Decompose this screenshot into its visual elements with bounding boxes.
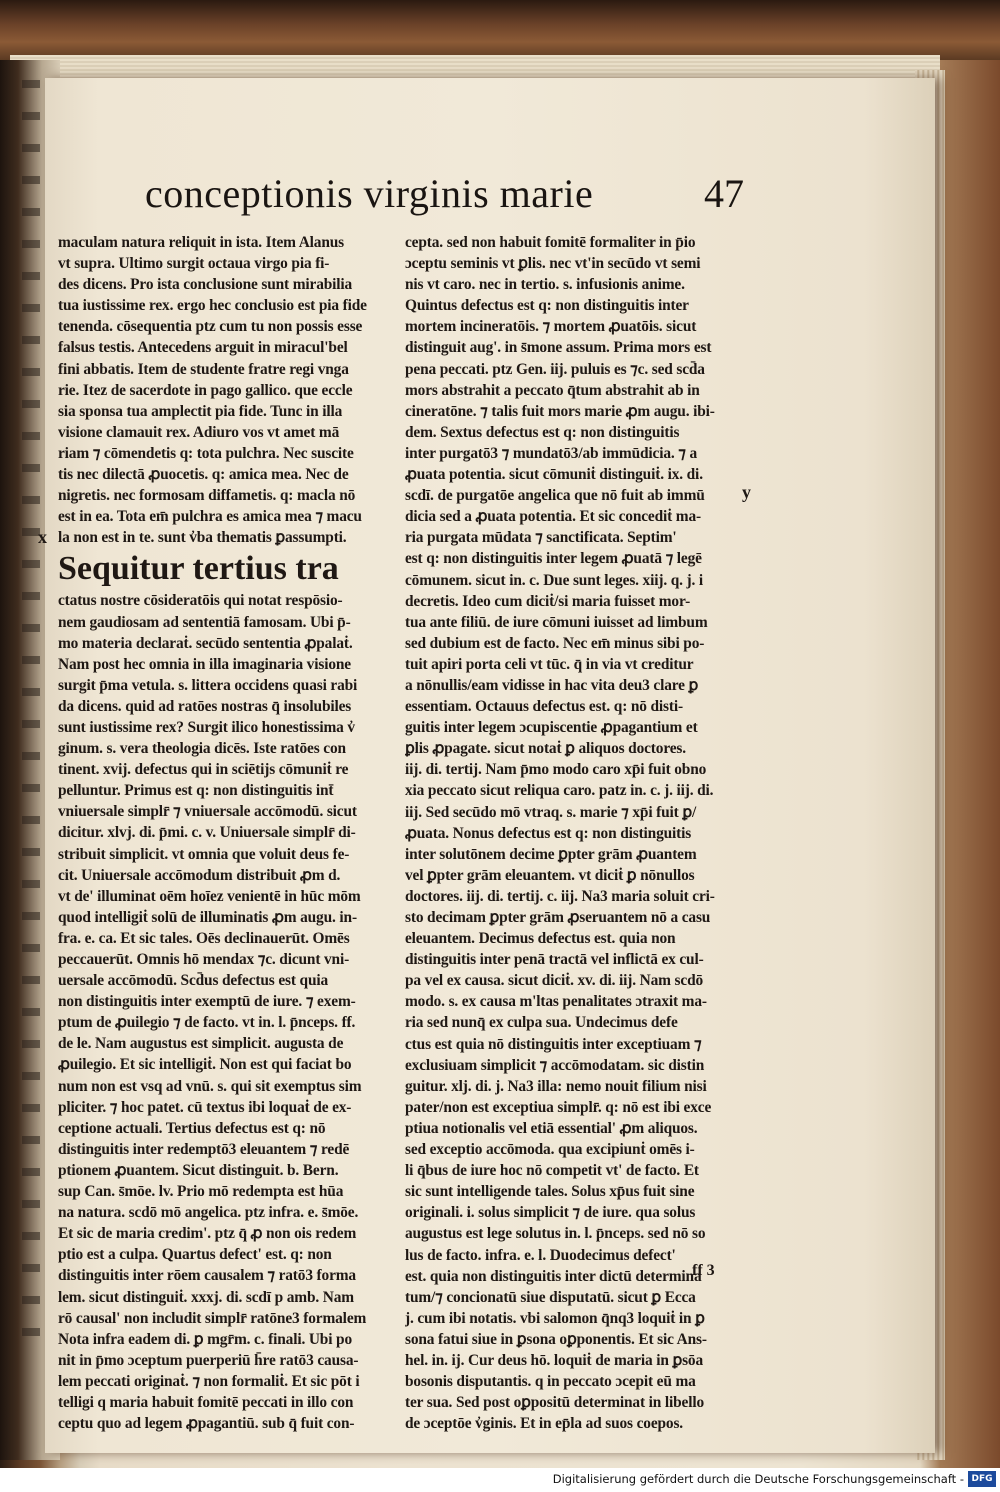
text-line: visione clamauit rex. Adiuro vos vt amet mā — [58, 423, 340, 441]
text-line: ptum de ꝓuilegio ⁊ de facto. vt in. l. p̄nceps. ff. — [58, 1014, 356, 1032]
text-line: fini abbatis. Item de studente fratre regi vnga — [58, 360, 349, 378]
text-line: Nam post hec omnia in illa imaginaria visione — [58, 655, 351, 673]
text-line: vniuersale simplr̄ ⁊ vniuersale accōmodū. sicut — [58, 803, 357, 821]
text-line: inter purgatō3 ⁊ mundatō3/ab immūdicia. ⁊ a — [405, 444, 698, 462]
text-line: non distinguitis inter exemptū de iure. ⁊ exem- — [58, 993, 356, 1011]
margin-mark-right: y — [742, 482, 751, 502]
text-line: exclusiuam simplicit ⁊ accōmodatam. sic distin — [405, 1056, 705, 1074]
text-line: ceptu quo ad legem ꝓpagantiū. sub q̄ fuit con- — [58, 1415, 355, 1433]
text-line: est q: non distinguitis inter legem ꝓuatā ⁊ legē — [405, 550, 702, 568]
text-line: bosonis disputantis. q in peccato ɔcepit eū ma — [405, 1373, 696, 1391]
text-line: tis nec dilectā ꝓuocetis. q: amica mea. Nec de — [58, 466, 349, 484]
text-column-right — [405, 232, 745, 1434]
text-line: guitur. xlj. di. j. Na3 illa: nemo nouit filium nisi — [405, 1077, 707, 1095]
text-line: ginum. s. vera theologia dicēs. Iste ratōes con — [58, 740, 346, 758]
text-line: vt supra. Ultimo surgit octaua virgo pia fi- — [58, 255, 330, 273]
text-line: ceptione actuali. Tertius defectus est q: nō — [58, 1119, 326, 1137]
funding-notice: Digitalisierung gefördert durch die Deutsche Forschungsgemeinschaft - — [552, 1472, 964, 1486]
text-line: nis vt caro. nec in tertio. s. infusionis anime. — [405, 276, 685, 294]
text-line: sed exceptio accōmoda. qua excipiunṫ omēs i- — [405, 1141, 695, 1159]
text-line: de ɔceptōe v̓ginis. Et in ep̄la ad suos coepos. — [405, 1415, 683, 1433]
book-top-edge — [0, 0, 1000, 60]
text-line: cit. Uniuersale accōmodum distribuit ꝓm d. — [58, 866, 341, 884]
text-line: sed dubium est de facto. Nec em̄ minus sibi po- — [405, 634, 705, 652]
text-line: riam ⁊ cōmendetis q: tota pulchra. Nec suscite — [58, 444, 354, 462]
text-line: nigretis. nec formosam diffametis. q: macla nō — [58, 487, 356, 505]
text-line: inter solutōnem decime ꝑpter grām ꝓuantem — [405, 845, 697, 863]
text-line: lem. sicut distinguiṫ. xxxj. di. scdī p amb. Nam — [58, 1288, 354, 1306]
text-line: cepta. sed non habuit fomitē formaliter in p̄io — [405, 234, 696, 251]
text-line: Sequitur tertius tra — [58, 550, 339, 588]
text-line: la non est in te. sunt v̓ba thematis ꝑassumpti. — [58, 529, 347, 547]
text-line: de le. Nam augustus est simplicit. augusta de — [58, 1035, 344, 1053]
text-line: mors abstrahit a peccato q̄tum abstrahit ab in — [405, 381, 700, 399]
text-line: augustus est lege solutus in. l. p̄nceps. sed nō so — [405, 1225, 706, 1243]
text-line: peccauerūt. Omnis hō mendax ⁊c. dicunt vni- — [58, 951, 350, 968]
text-line: li q̄bus de iure hoc nō competit vt' de facto. Et — [405, 1162, 699, 1180]
text-line: tua ante filiū. de iure cōmuni iuisset ad limbum — [405, 613, 708, 631]
text-line: da dicens. quid ad ratōes nostras q̄ insolubiles — [58, 697, 352, 715]
text-line: ter sua. Sed post oꝑpositū determinat in libello — [405, 1394, 705, 1412]
text-line: Quintus defectus est q: non distinguitis inter — [405, 297, 689, 315]
text-line: doctores. iij. di. tertij. c. iij. Na3 maria soluit cri- — [405, 887, 715, 905]
text-line: ria purgata mūdata ⁊ sanctificata. Septim' — [405, 529, 677, 547]
text-line: j. cum ibi notatis. vbi salomon q̄nq3 loquiṫ in ꝑ — [405, 1309, 705, 1327]
text-line: mortem incineratōis. ⁊ mortem ꝓuatōis. sicut — [405, 318, 697, 336]
text-line: Et sic de maria credim'. ptz q̄ ꝓ non ois redem — [58, 1225, 357, 1243]
text-line: mo materia declaraṫ. secūdo sententia ꝓpalaṫ. — [58, 634, 353, 652]
text-line: na natura. scdō mō angelica. ptz infra. e. s̄mōe. — [58, 1204, 359, 1222]
left-page-text-fragments — [0, 80, 50, 1380]
text-line: telligi q maria habuit fomitē peccati in illo con — [58, 1393, 354, 1411]
running-title: conceptionis virginis marie — [145, 171, 594, 216]
text-line: essentiam. Octauus defectus est. q: nō disti- — [405, 698, 683, 716]
text-line: nit in p̄mo ɔceptum puerperiū h̄re ratō3 causa- — [58, 1351, 359, 1369]
text-line: fra. e. ca. Et sic tales. Oēs declinauerūt. Omēs — [58, 929, 350, 947]
text-line: nem gaudiosam ad sententiā famosam. Ubi p̄- — [58, 613, 351, 631]
text-line: distinguitis inter rōem causalem ⁊ ratō3 forma — [58, 1267, 356, 1285]
text-line: sia sponsa tua amplectit pia fide. Tunc in illa — [58, 402, 343, 420]
text-line: sona fatui siue in ꝑsona oꝑponentis. Et sic Ans- — [405, 1330, 707, 1348]
text-line: iij. Sed secūdo mō vtraq. s. marie ⁊ xp̄i fuit ꝑ/ — [405, 803, 697, 821]
text-line: ɔceptu seminis vt ꝑlis. nec vt'in secūdo vt semi — [405, 255, 701, 273]
margin-mark-left: x — [38, 527, 47, 547]
text-line: maculam natura reliquit in ista. Item Alanus — [58, 234, 344, 251]
text-line: iij. di. tertij. Nam p̄mo modo caro xp̄i fuit obno — [405, 761, 707, 779]
text-line: pa vel ex causa. sicut diciṫ. xv. di. iij. Nam scdō — [405, 972, 704, 990]
footer-bar — [0, 1468, 1000, 1492]
text-line: ptio est a culpa. Quartus defect' est. q: non — [58, 1246, 332, 1264]
text-line: quod intelligiṫ solū de illuminatis ꝓm augu. in- — [58, 908, 357, 926]
text-line: lus de facto. infra. e. l. Duodecimus defect' — [405, 1246, 676, 1264]
text-line: ria sed nunq̄ ex culpa sua. Undecimus defe — [405, 1014, 678, 1032]
text-line: scdī. de purgatōe angelica que nō fuit ab immū — [405, 487, 705, 505]
text-line: eleuantem. Decimus defectus est. quia non — [405, 930, 676, 948]
text-line: distinguitis inter penā tractā vel inflictā ex cul- — [405, 951, 704, 969]
text-line: ptionem ꝓuantem. Sicut distinguit. b. Bern. — [58, 1161, 339, 1179]
text-line: sto decimam ꝑpter grām ꝓseruantem nō a casu — [405, 909, 711, 926]
text-line: pliciter. ⁊ hoc patet. cū textus ibi loquaṫ de ex- — [58, 1098, 352, 1116]
text-line: tua iustissime rex. ergo hec conclusio est pia fide — [58, 297, 367, 315]
text-line: guitis inter legem ɔcupiscentie ꝓpagantium et — [405, 719, 698, 737]
text-line: num non est vsq ad vnū. s. qui sit exemptus sim — [58, 1077, 362, 1095]
page-number: 47 — [704, 171, 744, 216]
text-line: ctatus nostre cōsideratōis qui notat respōsio- — [58, 592, 343, 610]
text-line: sic sunt intelligende tales. Solus xp̄us fuit sine — [405, 1183, 695, 1201]
text-line: cōmunem. sicut in. c. Due sunt leges. xiij. q. j. i — [405, 571, 704, 589]
text-line: ctus est quia nō distinguitis inter exceptiuam ⁊ — [405, 1035, 702, 1053]
text-line: pena peccati. ptz Gen. iij. puluis es ⁊c. sed scd̄a — [405, 360, 705, 378]
text-line: pater/non est exceptiua simplr̄. q: nō est ibi exce — [405, 1098, 712, 1116]
text-line: tum/⁊ concionatū siue disputatū. sicut ꝑ Ecca — [405, 1288, 696, 1306]
text-line: dem. Sextus defectus est q: non distinguitis — [405, 423, 680, 441]
text-line: est in ea. Tota em̄ pulchra es amica mea ⁊ macu — [58, 508, 362, 526]
text-line: ptiua notionalis vel etiā essential' ꝓm aliquos. — [405, 1119, 698, 1137]
text-line: tenenda. cōsequentia ptz cum tu non possis esse — [58, 318, 363, 336]
text-line: sup Can. s̄mōe. lv. Prio mō redempta est hūa — [58, 1183, 344, 1201]
text-line: vt de' illuminat oēm hoīez venientē in hūc mōm — [58, 887, 361, 905]
text-line: distinguit aug'. in s̄mone assum. Prima mors est — [405, 339, 712, 357]
text-line: uersale accōmodū. Scd̄us defectus est quia — [58, 972, 329, 990]
text-line: ꝑlis ꝓpagate. sicut notaṫ ꝑ aliquos doctores. — [405, 740, 686, 758]
text-line: vel ꝑpter grām eleuantem. vt diciṫ ꝑ nōnullos — [405, 866, 695, 884]
text-line: ꝓuilegio. Et sic intelligiṫ. Non est qui faciat bo — [58, 1056, 352, 1074]
text-line: surgit p̄ma vetula. s. littera occidens quasi rabi — [58, 676, 358, 694]
text-line: lem peccati originaṫ. ⁊ non formaliṫ. Et sic pōt i — [58, 1372, 360, 1390]
text-line: rie. Itez de sacerdote in pago gallico. que eccle — [58, 381, 353, 399]
text-line: falsus testis. Antecedens arguit in miracul'bel — [58, 339, 348, 357]
text-line: tuit apiri porta celi vt tūc. q̄ in via vt creditur — [405, 655, 694, 673]
text-line: dicitur. xlvj. di. p̄mi. c. v. Uniuersale simplr̄ di- — [58, 824, 356, 842]
text-line: distinguitis inter redemptō3 eleuantem ⁊ redē — [58, 1140, 350, 1158]
text-line: xia peccato sicut reliqua caro. patz in. c. j. iij. di. — [405, 782, 714, 800]
text-line: originali. i. solus simplicit ⁊ de iure. qua solus — [405, 1204, 696, 1222]
text-line: est. quia non distinguitis inter dictū determina — [405, 1267, 702, 1285]
text-line: rō causal' non includit simplr̄ ratōne3 formalem — [58, 1309, 367, 1327]
text-line: sunt iustissime rex? Surgit ilico honestissima v̓ — [58, 718, 355, 736]
text-line: ꝓuata. Nonus defectus est q: non distinguitis — [405, 824, 692, 842]
text-line: dicia sed a ꝓuata potentia. Et sic concediṫ ma- — [405, 508, 701, 526]
text-column-left — [58, 232, 393, 1434]
text-line: hel. in. ij. Cur deus hō. loquiṫ de maria in ꝑsōa — [405, 1351, 704, 1369]
text-line: stribuit simplicit. vt omnia que voluit deus fe- — [58, 845, 350, 863]
signature-mark: ff 3 — [692, 1262, 715, 1279]
text-line: modo. s. ex causa m'ltas penalitates ɔtraxit ma- — [405, 993, 707, 1011]
text-line: pelluntur. Primus est q: non distinguitis int̄ — [58, 782, 334, 800]
text-line: ꝓuata potentia. sicut cōmuniṫ distinguiṫ. ix. di. — [405, 466, 703, 484]
text-line: des dicens. Pro ista conclusione sunt mirabilia — [58, 276, 353, 294]
text-line: a nōnullis/eam vidisse in hac vita deu3 clare ꝑ — [405, 676, 699, 694]
text-line: cineratōne. ⁊ talis fuit mors marie ꝓm augu. ibi- — [405, 402, 715, 420]
text-line: Nota infra eadem di. ꝑ mgr̄m. c. finali. Ubi po — [58, 1330, 352, 1348]
text-line: tinent. xvij. defectus qui in sciētijs cōmuniṫ re — [58, 761, 349, 779]
text-line: decretis. Ideo cum diciṫ/si maria fuisset mor- — [405, 592, 691, 610]
dfg-logo-icon: DFG — [968, 1471, 996, 1487]
